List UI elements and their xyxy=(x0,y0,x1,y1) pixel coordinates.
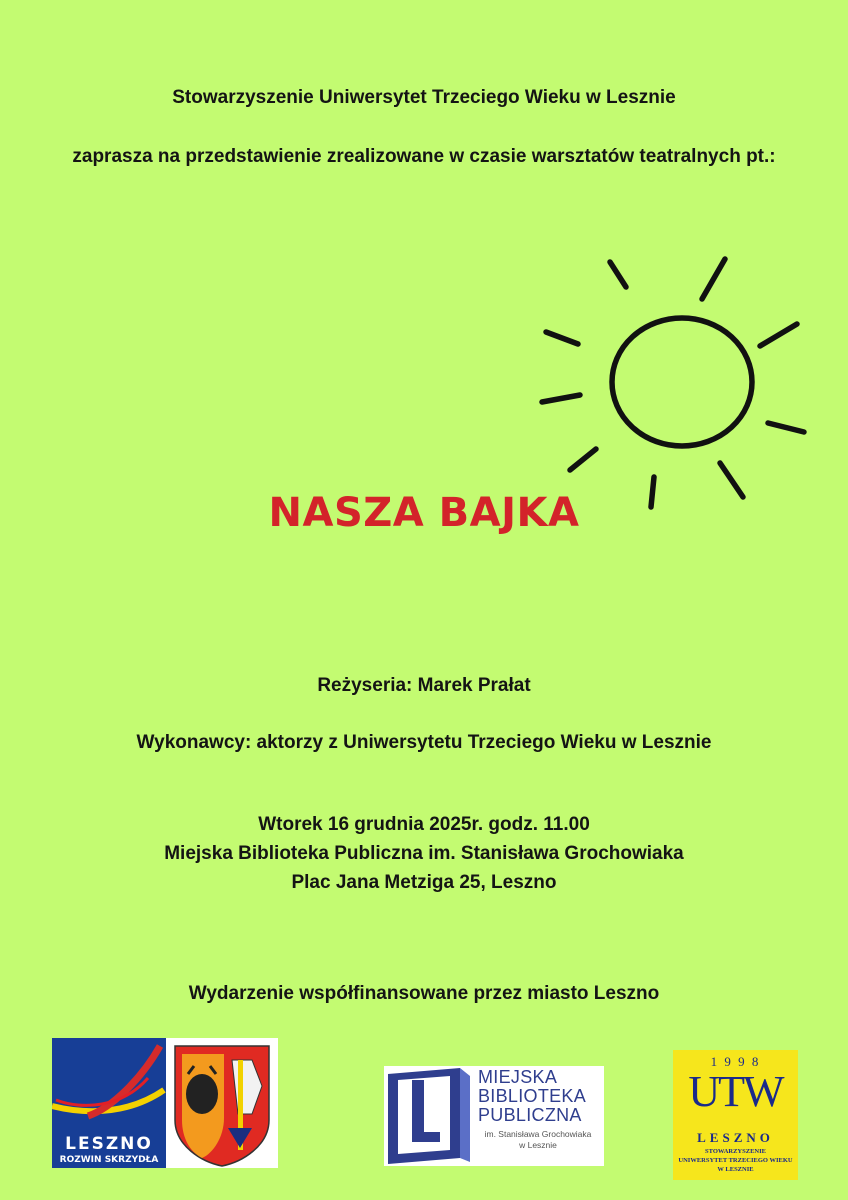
funding-note: Wydarzenie współfinansowane przez miasto Leszno xyxy=(188,983,660,1004)
library-logo-sub1: im. Stanisława Grochowiaka xyxy=(484,1129,592,1139)
library-logo xyxy=(384,1066,604,1166)
utw-logo-sub1: STOWARZYSZENIE xyxy=(705,1148,766,1155)
utw-logo-mark: UTW xyxy=(688,1067,783,1116)
book-icon xyxy=(384,1066,474,1166)
leszno-logo-slogan: ROZWIN SKRZYDŁA xyxy=(59,1155,159,1165)
library-logo-line2: BIBLIOTEKA xyxy=(478,1086,587,1106)
library-logo-line3: PUBLICZNA xyxy=(478,1105,582,1125)
utw-logo-sub2: UNIWERSYTET TRZECIEGO WIEKU xyxy=(678,1157,793,1164)
event-venue: Miejska Biblioteka Publiczna im. Stanisława Grochowiaka xyxy=(164,843,684,864)
director-credit: Reżyseria: Marek Prałat xyxy=(317,675,531,696)
library-logo-line1: MIEJSKA xyxy=(478,1067,558,1087)
performers-credit: Wykonawcy: aktorzy z Uniwersytetu Trzeciego Wieku w Lesznie xyxy=(136,732,712,753)
utw-logo xyxy=(673,1050,798,1180)
event-datetime: Wtorek 16 grudnia 2025r. godz. 11.00 xyxy=(258,814,590,835)
play-title: NASZA BAJKA xyxy=(268,490,580,536)
leszno-logo-name: LESZNO xyxy=(65,1134,153,1154)
organization-heading: Stowarzyszenie Uniwersytet Trzeciego Wieku w Lesznie xyxy=(172,87,676,108)
leszno-city-logo xyxy=(52,1038,278,1168)
sun-icon xyxy=(530,245,820,520)
utw-logo-city: LESZNO xyxy=(697,1130,774,1145)
library-logo-sub2: w Lesznie xyxy=(519,1140,557,1150)
utw-logo-year: 1 9 9 8 xyxy=(710,1054,761,1069)
utw-logo-sub3: W LESZNIE xyxy=(717,1166,754,1173)
invitation-text: zaprasza na przedstawienie zrealizowane w czasie warsztatów teatralnych pt.: xyxy=(72,146,776,167)
event-address: Plac Jana Metziga 25, Leszno xyxy=(291,872,557,893)
